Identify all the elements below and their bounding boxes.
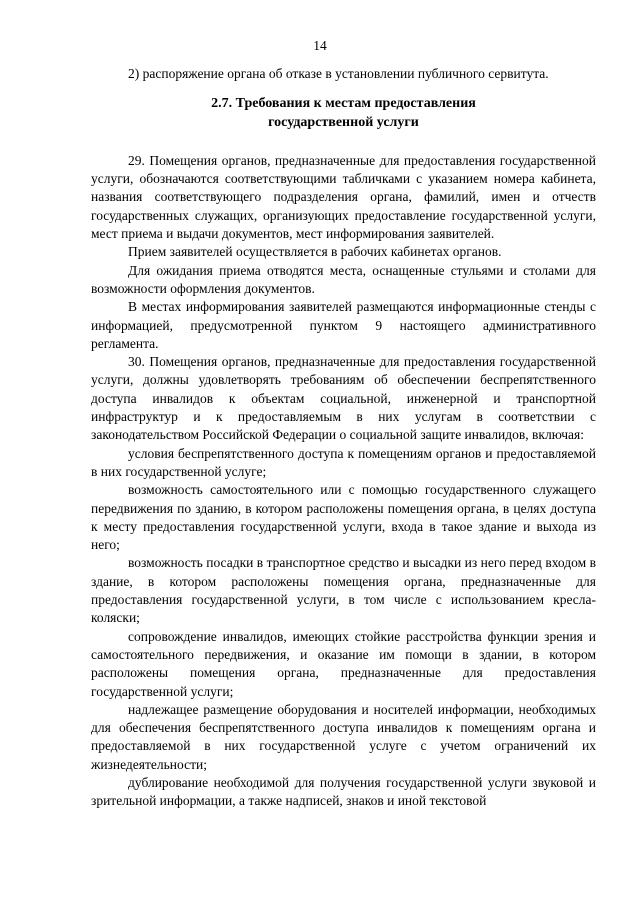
list-item-transport: возможность посадки в транспортное средство и высадки из него перед входом в здание, в котором расположены помещения органа, предназначенные для предоставления государственной услуги, в том числе с использованием кресла-коляски; (91, 555, 596, 626)
paragraph-info-stands: В местах информирования заявителей размещаются информационные стенды с информацией, предусмотренной пунктом 9 настоящего административного регламента. (91, 299, 596, 351)
section-heading-line-2: государственной услуги (268, 114, 419, 130)
paragraph-30: 30. Помещения органов, предназначенные для предоставления государственной услуги, должны удовлетворять требованиям об обеспечении беспрепятственного доступа инвалидов к объектам социальной, инженерной и транспортной инфраструктур и к предоставляемым в них услугам в соответствии с законодательством Российской Федерации о социальной защите инвалидов, включая: (91, 354, 596, 443)
paragraph-29: 29. Помещения органов, предназначенные для предоставления государственной услуги, обозначаются соответствующими табличками с указанием номера кабинета, названия соответствующего подразделения органа, фамилий, имен и отчеств государственных служащих, организующих предоставление государственной услуги, мест приема и выдачи документов, мест информирования заявителей. (91, 152, 596, 242)
section-heading-line-1: 2.7. Требования к местам предоставления (211, 96, 476, 112)
list-item-movement: возможность самостоятельного или с помощью государственного служащего передвижения по зданию, в котором расположены помещения органа, в целях доступа к месту предоставления государственной услуги, входа в такое здание и выхода из него; (91, 482, 596, 553)
list-item-duplication: дублирование необходимой для получения государственной услуги звуковой и зрительной информации, а также надписей, знаков и иной текстовой (91, 774, 596, 809)
list-item-escort: сопровождение инвалидов, имеющих стойкие расстройства функции зрения и самостоятельного передвижения, и оказание им помощи в здании, в котором расположены помещения органа, предназначенные для предоставления государственной услуги; (91, 628, 596, 699)
page-number: 14 (313, 38, 327, 53)
paragraph-reception: Прием заявителей осуществляется в рабочих кабинетах органов. (128, 244, 502, 260)
paragraph-waiting-areas: Для ожидания приема отводятся места, оснащенные стульями и столами для возможности оформления документов. (91, 262, 596, 296)
section-heading (91, 95, 596, 132)
list-item-access-conditions: условия беспрепятственного доступа к помещениям органов и предоставляемой в них государственной услуге; (91, 445, 596, 479)
lead-paragraph: 2) распоряжение органа об отказе в установлении публичного сервитута. (128, 66, 549, 81)
list-item-equipment: надлежащее размещение оборудования и носителей информации, необходимых для обеспечения беспрепятственного доступа инвалидов к помещениям органа и предоставляемой в них государственной услуге с учетом ограничений их жизнедеятельности; (91, 701, 596, 772)
page-content (91, 65, 596, 811)
